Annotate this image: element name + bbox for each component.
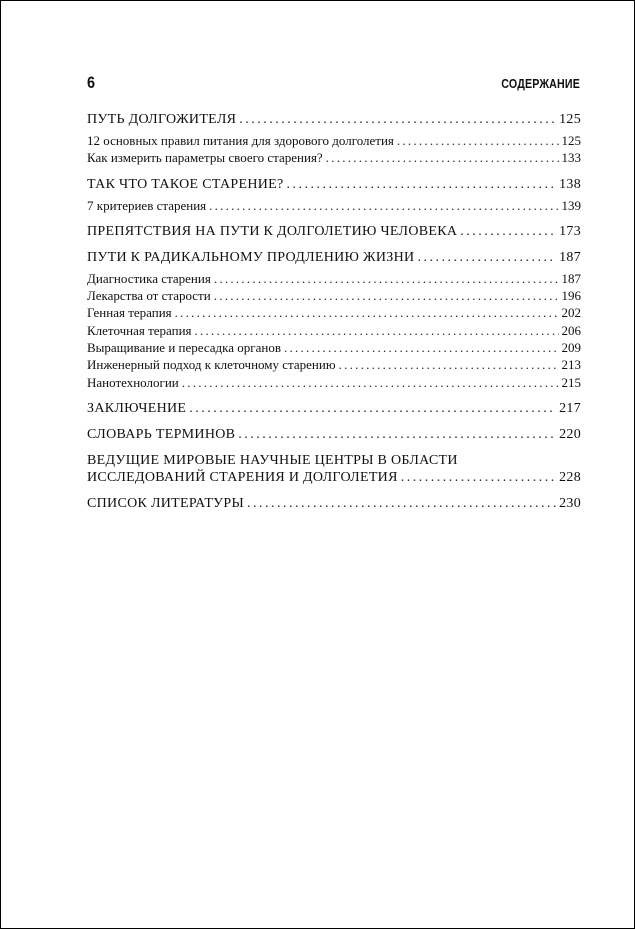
toc-entry-title: Генная терапия (87, 305, 172, 321)
toc-entry-title: Как измерить параметры своего старения? (87, 150, 323, 166)
toc-entry-subsection[interactable] (87, 356, 581, 373)
toc-entry-title: ПРЕПЯТСТВИЯ НА ПУТИ К ДОЛГОЛЕТИЮ ЧЕЛОВЕКА (87, 223, 458, 239)
toc-entry-subsection[interactable] (87, 304, 581, 321)
toc-entry-subsection[interactable] (87, 197, 581, 214)
dot-leader (326, 149, 559, 166)
toc-entry-chapter[interactable] (87, 452, 581, 486)
toc-entry-page: 230 (559, 495, 581, 511)
toc-entry-title-line2: ИССЛЕДОВАНИЙ СТАРЕНИЯ И ДОЛГОЛЕТИЯ (87, 469, 398, 485)
dot-leader (247, 495, 556, 512)
toc-entry-page: 125 (559, 112, 581, 127)
toc-entry-chapter[interactable] (87, 400, 581, 417)
dot-leader (214, 287, 559, 304)
toc-entry-page: 196 (561, 288, 581, 304)
dot-leader (417, 249, 556, 266)
toc-entry-page: 138 (559, 176, 581, 192)
toc-entry-chapter[interactable] (87, 223, 581, 240)
dot-leader (460, 223, 556, 240)
dot-leader (195, 322, 559, 339)
toc-entry-title: Инженерный подход к клеточному старению (87, 357, 336, 373)
toc-entry-page: 217 (559, 400, 581, 416)
dot-leader (209, 197, 558, 214)
toc-entry-page: 173 (559, 223, 581, 239)
dot-leader (339, 356, 559, 373)
section-title: СОДЕРЖАНИЕ (501, 76, 580, 91)
toc-entry-title: 7 критериев старения (87, 197, 207, 213)
dot-leader (189, 400, 556, 417)
toc-entry-title: ПУТИ К РАДИКАЛЬНОМУ ПРОДЛЕНИЮ ЖИЗНИ (87, 249, 415, 265)
toc-entry-page: 202 (561, 305, 581, 321)
page-number: 6 (87, 73, 96, 92)
toc-entry-title: Нанотехнологии (87, 374, 179, 390)
toc-entry-page: 213 (561, 357, 581, 373)
toc-entry-subsection[interactable] (87, 374, 581, 391)
toc-entry-page: 209 (561, 340, 581, 356)
toc-entry-subsection[interactable] (87, 287, 581, 304)
toc-entry-chapter[interactable] (87, 111, 581, 128)
toc-entry-title: Клеточная терапия (87, 322, 192, 338)
toc-entry-subsection[interactable] (87, 322, 581, 339)
running-head (87, 73, 580, 93)
dot-leader (284, 339, 559, 356)
dot-leader (401, 469, 556, 486)
dot-leader (182, 374, 559, 391)
dot-leader (214, 270, 559, 287)
toc-entry-page: 187 (559, 249, 581, 265)
toc-entry-page: 125 (561, 133, 581, 148)
toc-entry-title: Лекарства от старости (87, 288, 211, 304)
toc-entry-subsection[interactable] (87, 339, 581, 356)
toc-entry-title: СПИСОК ЛИТЕРАТУРЫ (87, 495, 244, 511)
dot-leader (175, 304, 559, 321)
toc-entry-subsection[interactable] (87, 149, 581, 166)
toc-entry-title: ПУТЬ ДОЛГОЖИТЕЛЯ (87, 112, 237, 127)
dot-leader (397, 132, 559, 149)
toc-entry-title: Выращивание и пересадка органов (87, 340, 281, 356)
toc-entry-chapter[interactable] (87, 426, 581, 443)
table-of-contents (87, 111, 581, 512)
toc-entry-page: 139 (561, 197, 581, 213)
toc-entry-subsection[interactable] (87, 270, 581, 287)
toc-entry-title: ЗАКЛЮЧЕНИЕ (87, 400, 187, 416)
dot-leader (239, 111, 556, 128)
toc-entry-page: 228 (559, 469, 581, 485)
toc-entry-page: 215 (561, 374, 581, 390)
toc-entry-page: 220 (559, 426, 581, 442)
toc-entry-page: 206 (561, 322, 581, 338)
toc-entry-page: 187 (561, 270, 581, 286)
toc-entry-chapter[interactable] (87, 495, 581, 512)
toc-entry-title: ТАК ЧТО ТАКОЕ СТАРЕНИЕ? (87, 176, 284, 192)
toc-entry-title: Диагностика старения (87, 270, 211, 286)
dot-leader (238, 426, 556, 443)
toc-entry-title: 12 основных правил питания для здорового долголетия (87, 133, 394, 148)
toc-entry-chapter[interactable] (87, 176, 581, 193)
dot-leader (287, 176, 557, 193)
toc-entry-line2 (87, 469, 581, 486)
toc-entry-chapter[interactable] (87, 249, 581, 266)
toc-entry-page: 133 (561, 150, 581, 166)
toc-entry-subsection[interactable] (87, 132, 581, 149)
toc-entry-title: СЛОВАРЬ ТЕРМИНОВ (87, 426, 236, 442)
toc-entry-title-line1: ВЕДУЩИЕ МИРОВЫЕ НАУЧНЫЕ ЦЕНТРЫ В ОБЛАСТИ (87, 452, 458, 468)
